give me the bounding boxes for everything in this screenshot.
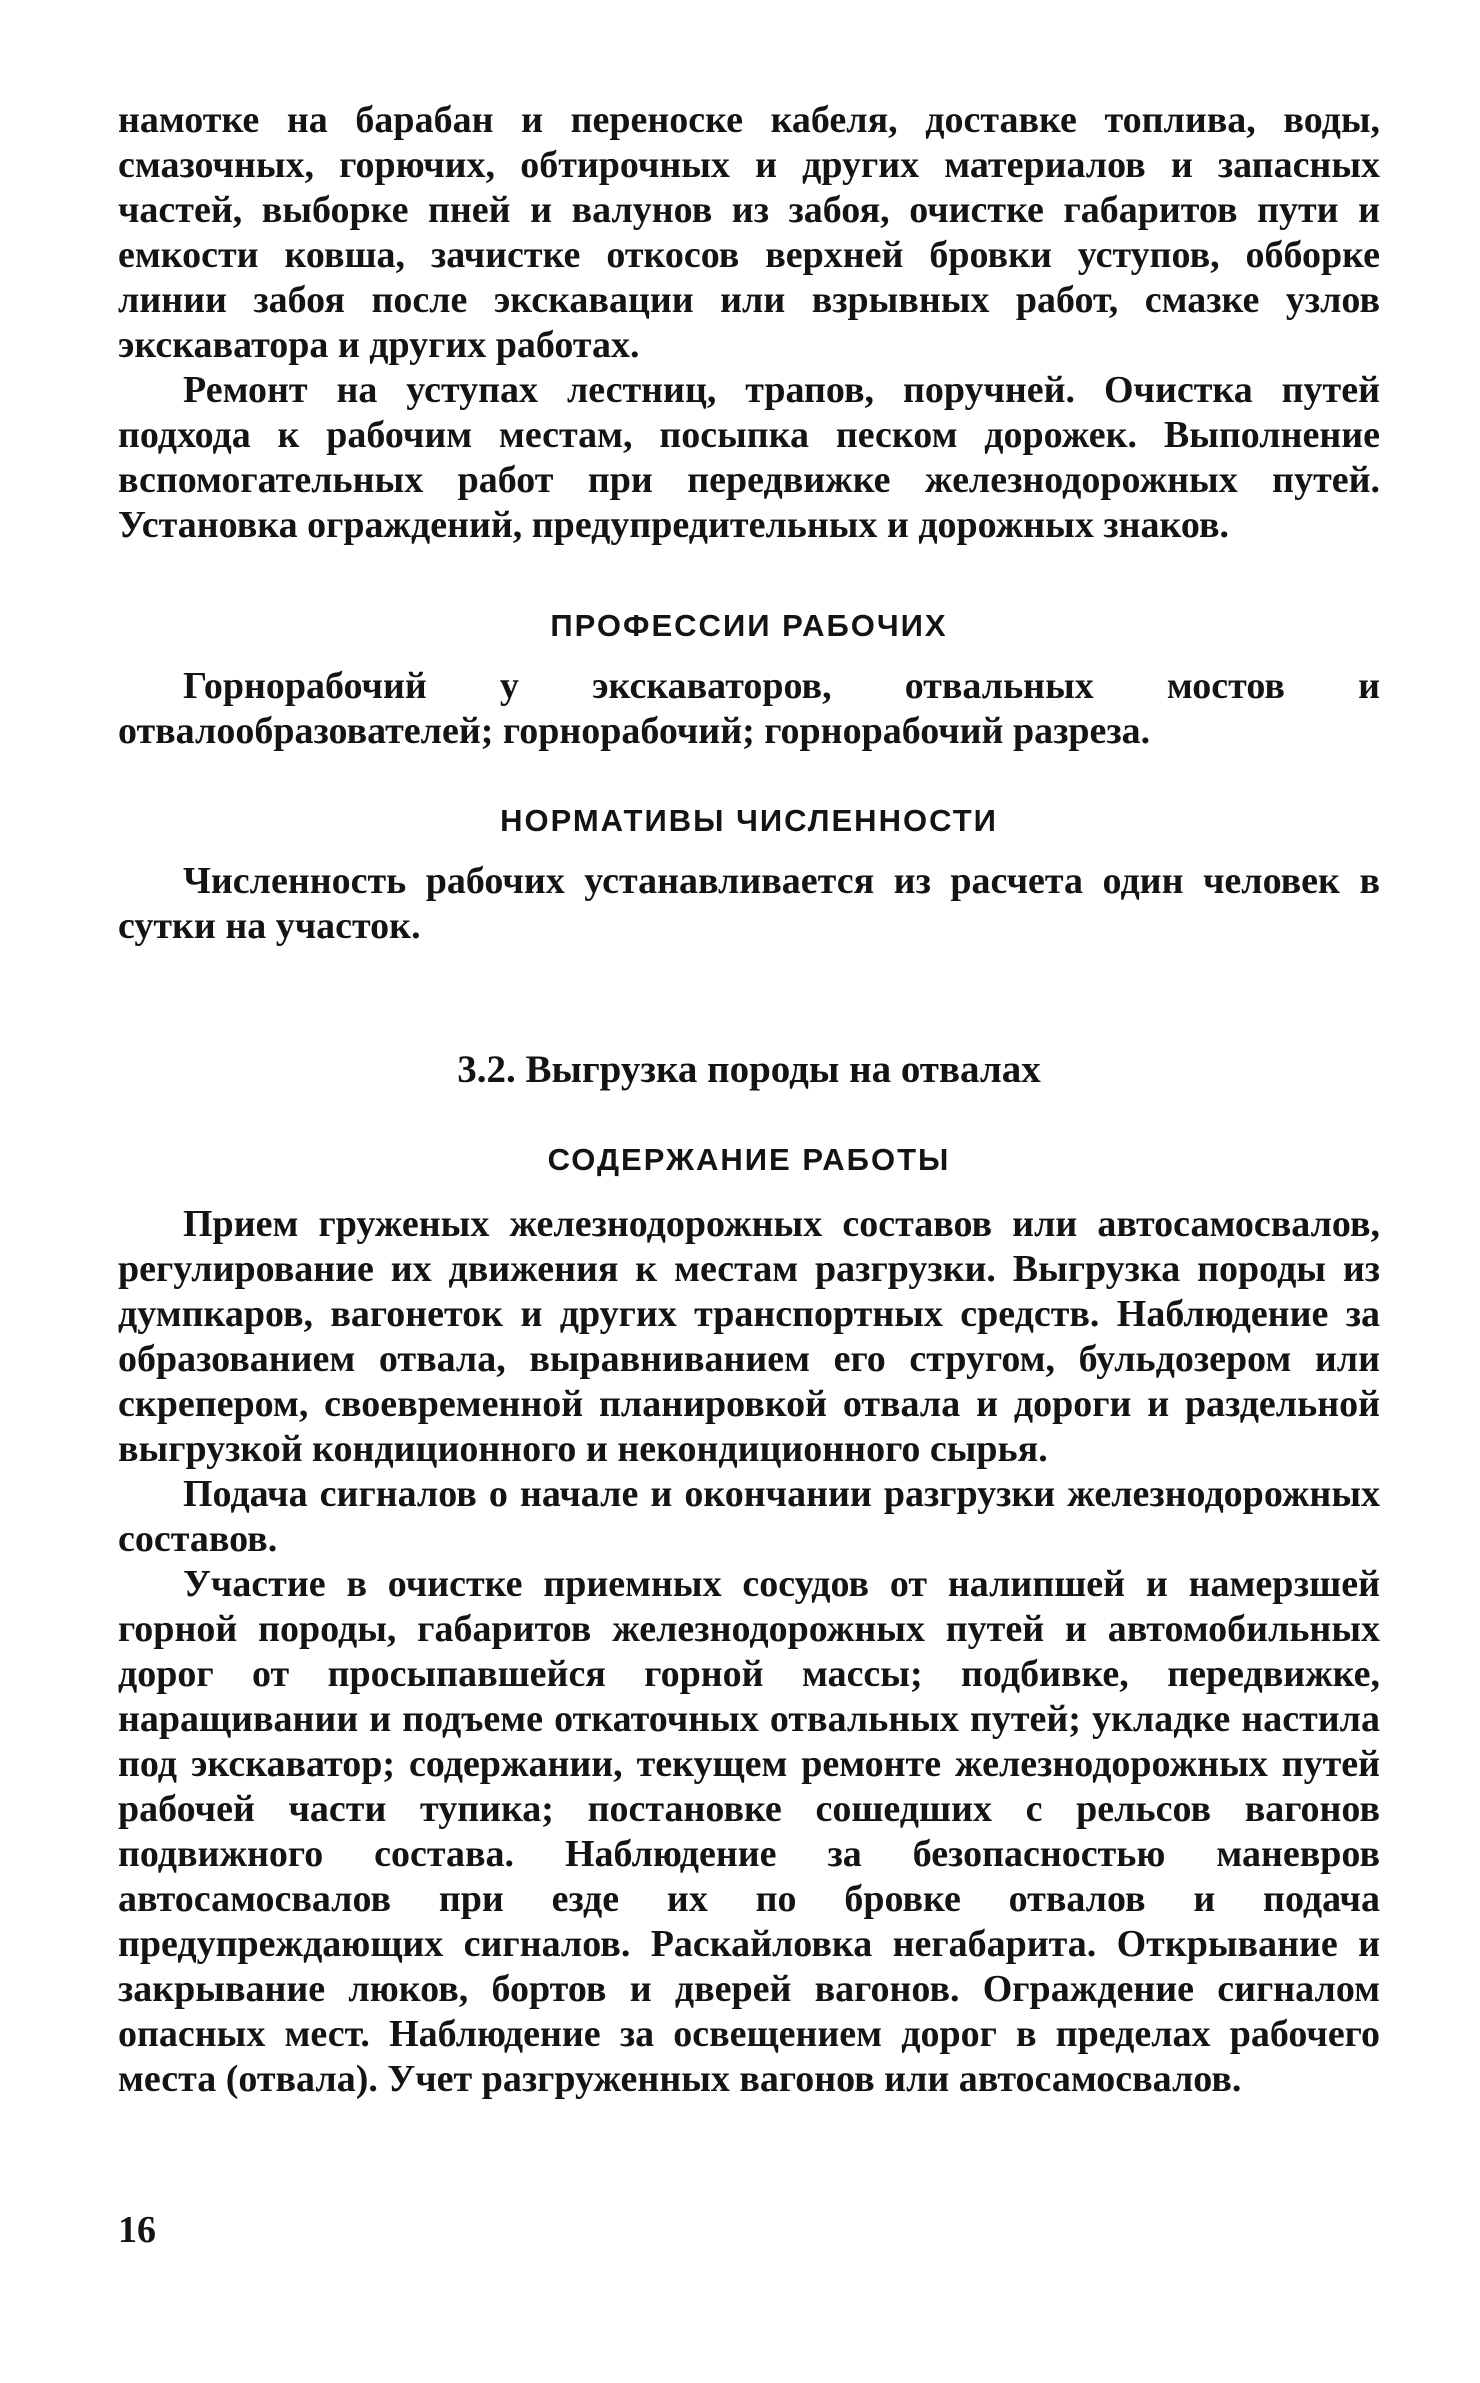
staffing-norms-heading: НОРМАТИВЫ ЧИСЛЕННОСТИ (500, 803, 998, 838)
intro-paragraph-continued: намотке на барабан и переноске кабеля, доставке топлива, воды, смазочных, горючих, обтирочных и других материалов и запасных частей, выборке пней и валунов из забоя, очистке габаритов пути и емкости ковша, зачистке откосов верхней бровки уступов, обборке линии забоя после экскавации или взрывных работ, смазке узлов экскаватора и других работах. (118, 99, 1380, 366)
work-content-paragraph: Подача сигналов о начале и окончании разгрузки железнодорожных составов. (118, 1473, 1380, 1560)
section-title: 3.2. Выгрузка породы на отвалах (457, 1048, 1041, 1091)
staffing-norms-text: Численность рабочих устанавливается из расчета один человек в сутки на участок. (118, 860, 1380, 947)
document-page (118, 98, 1380, 2102)
professions-text: Горнорабочий у экскаваторов, отвальных мостов и отвалообразователей; горнорабочий; горнорабочий разреза. (118, 665, 1380, 752)
professions-heading: ПРОФЕССИИ РАБОЧИХ (550, 608, 948, 643)
page-number: 16 (118, 2209, 156, 2251)
work-content-heading: СОДЕРЖАНИЕ РАБОТЫ (547, 1142, 951, 1177)
work-content-paragraph: Прием груженых железнодорожных составов или автосамосвалов, регулирование их движения к местам разгрузки. Выгрузка породы из думпкаров, вагонеток и других транспортных средств. Наблюдение за образованием отвала, выравниванием его стругом, бульдозером или скрепером, своевременной планировкой отвала и дороги и раздельной выгрузкой кондиционного и некондиционного сырья. (118, 1203, 1380, 1470)
work-content-paragraph: Участие в очистке приемных сосудов от налипшей и намерзшей горной породы, габаритов железнодорожных путей и автомобильных дорог от просыпавшейся горной массы; подбивке, передвижке, наращивании и подъеме откаточных отвальных путей; укладке настила под экскаватор; содержании, текущем ремонте железнодорожных путей рабочей части тупика; постановке сошедших с рельсов вагонов подвижного состава. Наблюдение за безопасностью маневров автосамосвалов при езде их по бровке отвалов и подача предупреждающих сигналов. Раскайловка негабарита. Открывание и закрывание люков, бортов и дверей вагонов. Ограждение сигналом опасных мест. Наблюдение за освещением дорог в пределах рабочего места (отвала). Учет разгруженных вагонов или автосамосвалов. (118, 1563, 1380, 2100)
intro-paragraph-repair: Ремонт на уступах лестниц, трапов, поручней. Очистка путей подхода к рабочим местам, посыпка песком дорожек. Выполнение вспомогательных работ при передвижке железнодорожных путей. Установка ограждений, предупредительных и дорожных знаков. (118, 369, 1380, 546)
